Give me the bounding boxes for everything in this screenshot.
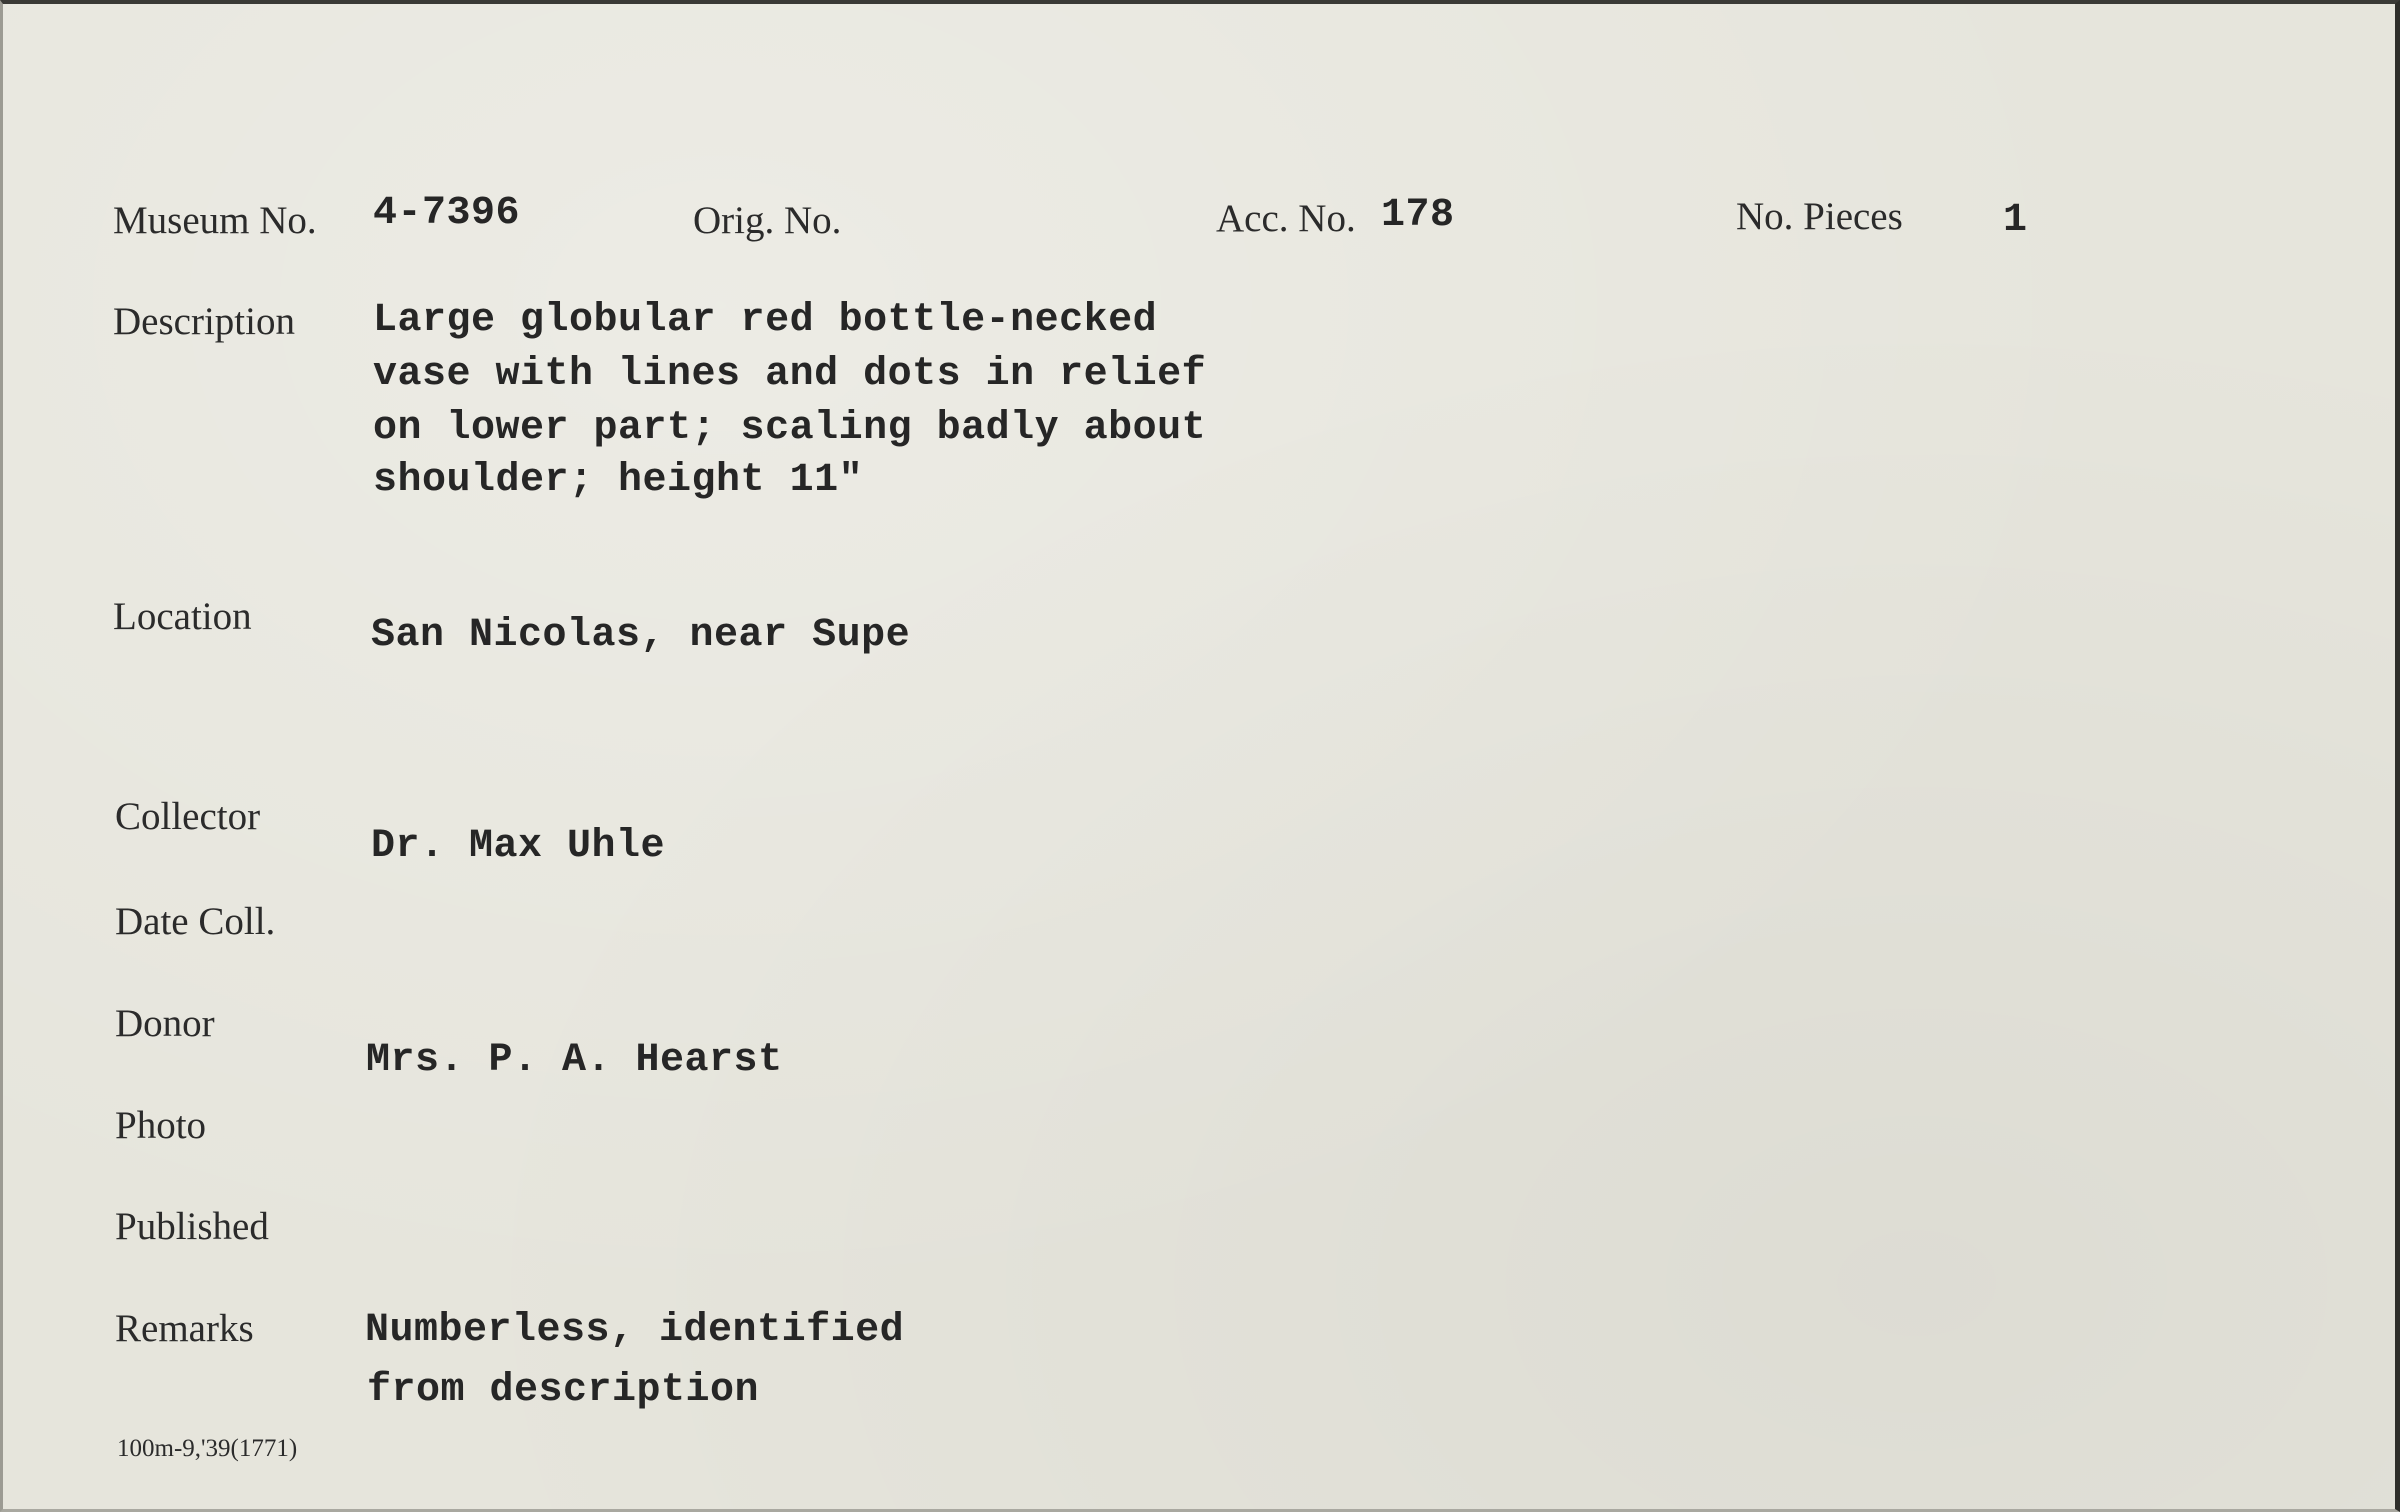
date-coll-label: Date Coll. (115, 900, 276, 943)
description-label: Description (113, 300, 295, 343)
remarks-line: Numberless, identified (365, 1308, 905, 1353)
photo-label: Photo (115, 1104, 207, 1147)
description-line: vase with lines and dots in relief (373, 352, 1207, 397)
published-label: Published (115, 1205, 269, 1248)
location-value: San Nicolas, near Supe (371, 613, 911, 658)
description-line: Large globular red bottle-necked (373, 298, 1158, 343)
collector-value: Dr. Max Uhle (371, 824, 666, 869)
description-line: shoulder; height 11" (373, 458, 864, 503)
remarks-label: Remarks (115, 1307, 254, 1350)
print-code: 100m-9,'39(1771) (117, 1435, 298, 1462)
museum-no-value: 4-7396 (373, 191, 521, 236)
acc-no-value: 178 (1381, 193, 1455, 238)
orig-no-label: Orig. No. (693, 199, 842, 242)
donor-value: Mrs. P. A. Hearst (366, 1038, 783, 1083)
no-pieces-label: No. Pieces (1736, 195, 1903, 238)
acc-no-label: Acc. No. (1216, 197, 1356, 240)
collector-label: Collector (115, 795, 261, 838)
description-line: on lower part; scaling badly about (373, 406, 1207, 451)
museum-no-label: Museum No. (113, 199, 317, 242)
remarks-line: from description (367, 1368, 760, 1413)
location-label: Location (113, 595, 252, 638)
donor-label: Donor (115, 1002, 215, 1045)
no-pieces-value: 1 (2003, 198, 2028, 243)
